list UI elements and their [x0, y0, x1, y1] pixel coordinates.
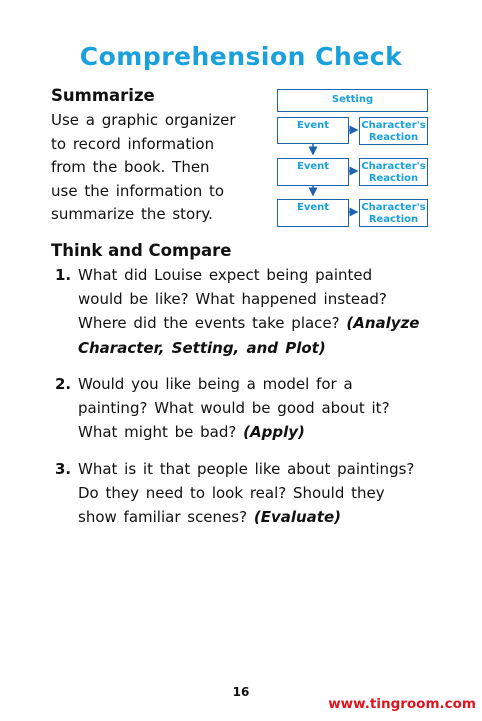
question-number: 1.	[55, 266, 72, 284]
setting-box: Setting	[277, 89, 428, 112]
event-box: Event	[277, 117, 349, 144]
skill-tag: (Analyze	[346, 314, 420, 333]
question-line	[78, 505, 458, 529]
reaction-box	[359, 199, 428, 227]
summarize-line: to record information	[51, 134, 215, 153]
question-line: would be like? What happened instead?	[78, 290, 387, 309]
question-line: Would you like being a model for a	[78, 375, 353, 393]
reaction-line: Reaction	[368, 213, 419, 225]
event-box: Event	[277, 199, 349, 227]
summarize-line: Use a graphic organizer	[51, 111, 236, 129]
reaction-line: Reaction	[368, 172, 419, 184]
question-line: Do they need to look real? Should they	[78, 484, 385, 503]
summarize-heading: Summarize	[51, 86, 155, 105]
page-number: 16	[232, 685, 250, 699]
reaction-line: Reaction	[368, 131, 419, 143]
page-title: Comprehension Check	[79, 42, 403, 71]
question-line	[78, 311, 458, 335]
summarize-line: use the information to	[51, 181, 225, 200]
question-line: painting? What would be good about it?	[78, 399, 390, 418]
question-number: 3.	[55, 460, 72, 478]
question-line-text: show familiar scenes?	[78, 508, 248, 527]
question-line	[78, 420, 458, 444]
reaction-box	[359, 158, 428, 186]
think-compare-heading: Think and Compare	[51, 241, 232, 260]
skill-tag: (Evaluate)	[253, 508, 341, 527]
question-line-text: Where did the events take place?	[78, 314, 340, 333]
reaction-line: Character's	[361, 161, 426, 172]
reaction-line: Character's	[361, 120, 426, 131]
event-box: Event	[277, 158, 349, 186]
question-line-text: What might be bad?	[78, 423, 237, 442]
summarize-line: summarize the story.	[51, 205, 213, 224]
question-text	[78, 372, 458, 445]
summarize-line: from the book. Then	[51, 158, 210, 177]
skill-tag: Character, Setting, and Plot)	[78, 338, 326, 357]
watermark: www.tingroom.com	[328, 696, 476, 712]
question-line: What is it that people like about paintings?	[78, 460, 415, 478]
skill-tag: (Apply)	[243, 423, 305, 442]
reaction-line: Character's	[361, 202, 426, 213]
question-number: 2.	[55, 375, 72, 393]
question-text	[78, 263, 458, 360]
reaction-box	[359, 117, 428, 145]
question-line: What did Louise expect being painted	[78, 266, 373, 284]
question-text	[78, 457, 458, 530]
